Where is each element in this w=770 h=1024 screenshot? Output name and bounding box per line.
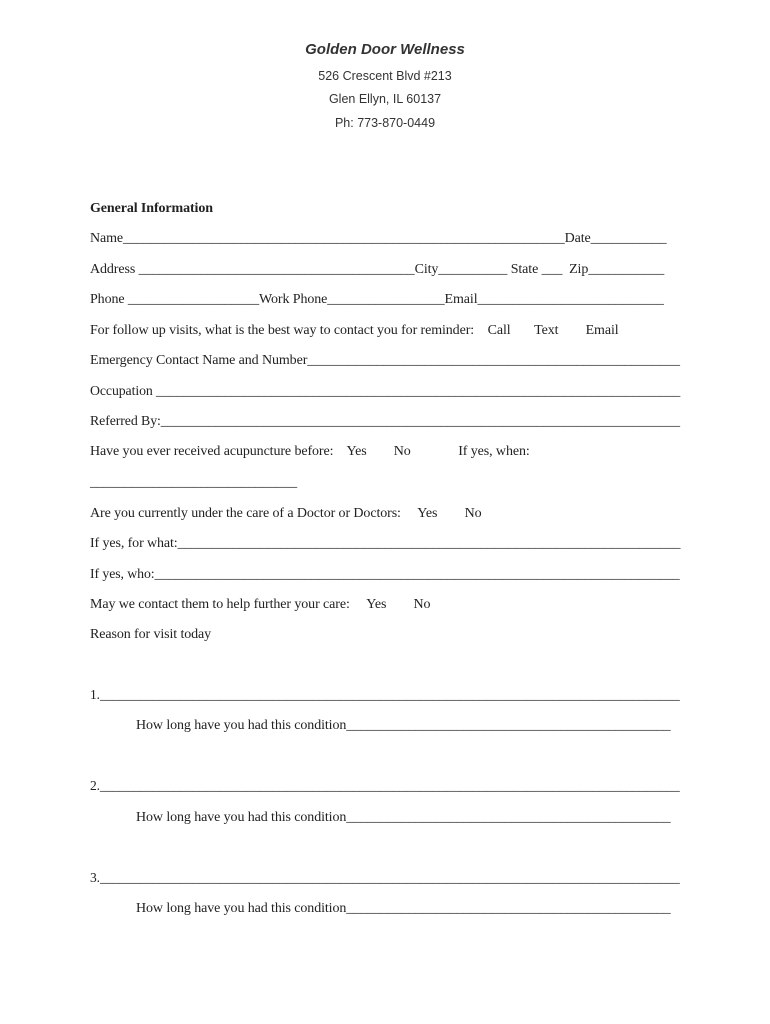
- doctor-who-field[interactable]: If yes, who:_____________________________________________________________________________: [90, 567, 680, 582]
- condition-duration-3-field[interactable]: How long have you had this condition_______________________________________________: [136, 901, 671, 916]
- doctor-care-question[interactable]: Are you currently under the care of a Doctor or Doctors: Yes No: [90, 506, 482, 521]
- occupation-field[interactable]: Occupation _____________________________________________________________________________: [90, 384, 681, 399]
- followup-contact-preference[interactable]: For follow up visits, what is the best way to contact you for reminder: Call Text Email: [90, 323, 619, 338]
- contact-doctor-question[interactable]: May we contact them to help further your care: Yes No: [90, 597, 431, 612]
- clinic-address-line1: 526 Crescent Blvd #213: [318, 69, 452, 83]
- emergency-contact-field[interactable]: Emergency Contact Name and Number______________________________________________________: [90, 353, 680, 368]
- clinic-phone: Ph: 773-870-0449: [334, 116, 436, 130]
- name-date-field[interactable]: Name________________________________________________________________Date___________: [90, 231, 667, 246]
- condition-duration-1-field[interactable]: How long have you had this condition_______________________________________________: [136, 718, 671, 733]
- condition-duration-2-field[interactable]: How long have you had this condition_______________________________________________: [136, 810, 671, 825]
- referred-by-field[interactable]: Referred By:____________________________________________________________________________: [90, 414, 680, 429]
- reason-2-field[interactable]: 2._______________________________________________________________________________________: [90, 779, 680, 794]
- address-city-state-zip-field[interactable]: Address ________________________________________City__________ State ___ Zip___________: [90, 262, 665, 277]
- clinic-name: Golden Door Wellness: [305, 41, 465, 58]
- section-title-general-information: General Information: [90, 201, 213, 216]
- clinic-address-line2: Glen Ellyn, IL 60137: [328, 92, 442, 106]
- reason-3-field[interactable]: 3._______________________________________________________________________________________: [90, 871, 680, 886]
- doctor-for-what-field[interactable]: If yes, for what:_________________________________________________________________________: [90, 536, 681, 551]
- acupuncture-before-question[interactable]: Have you ever received acupuncture before: Yes No If yes, when:: [90, 444, 530, 459]
- phone-workphone-email-field[interactable]: Phone ___________________Work Phone_________________Email___________________________: [90, 292, 664, 307]
- reason-for-visit-label: Reason for visit today: [90, 627, 212, 642]
- acupuncture-when-field[interactable]: ______________________________: [90, 475, 298, 490]
- reason-1-field[interactable]: 1._______________________________________________________________________________________: [90, 688, 680, 703]
